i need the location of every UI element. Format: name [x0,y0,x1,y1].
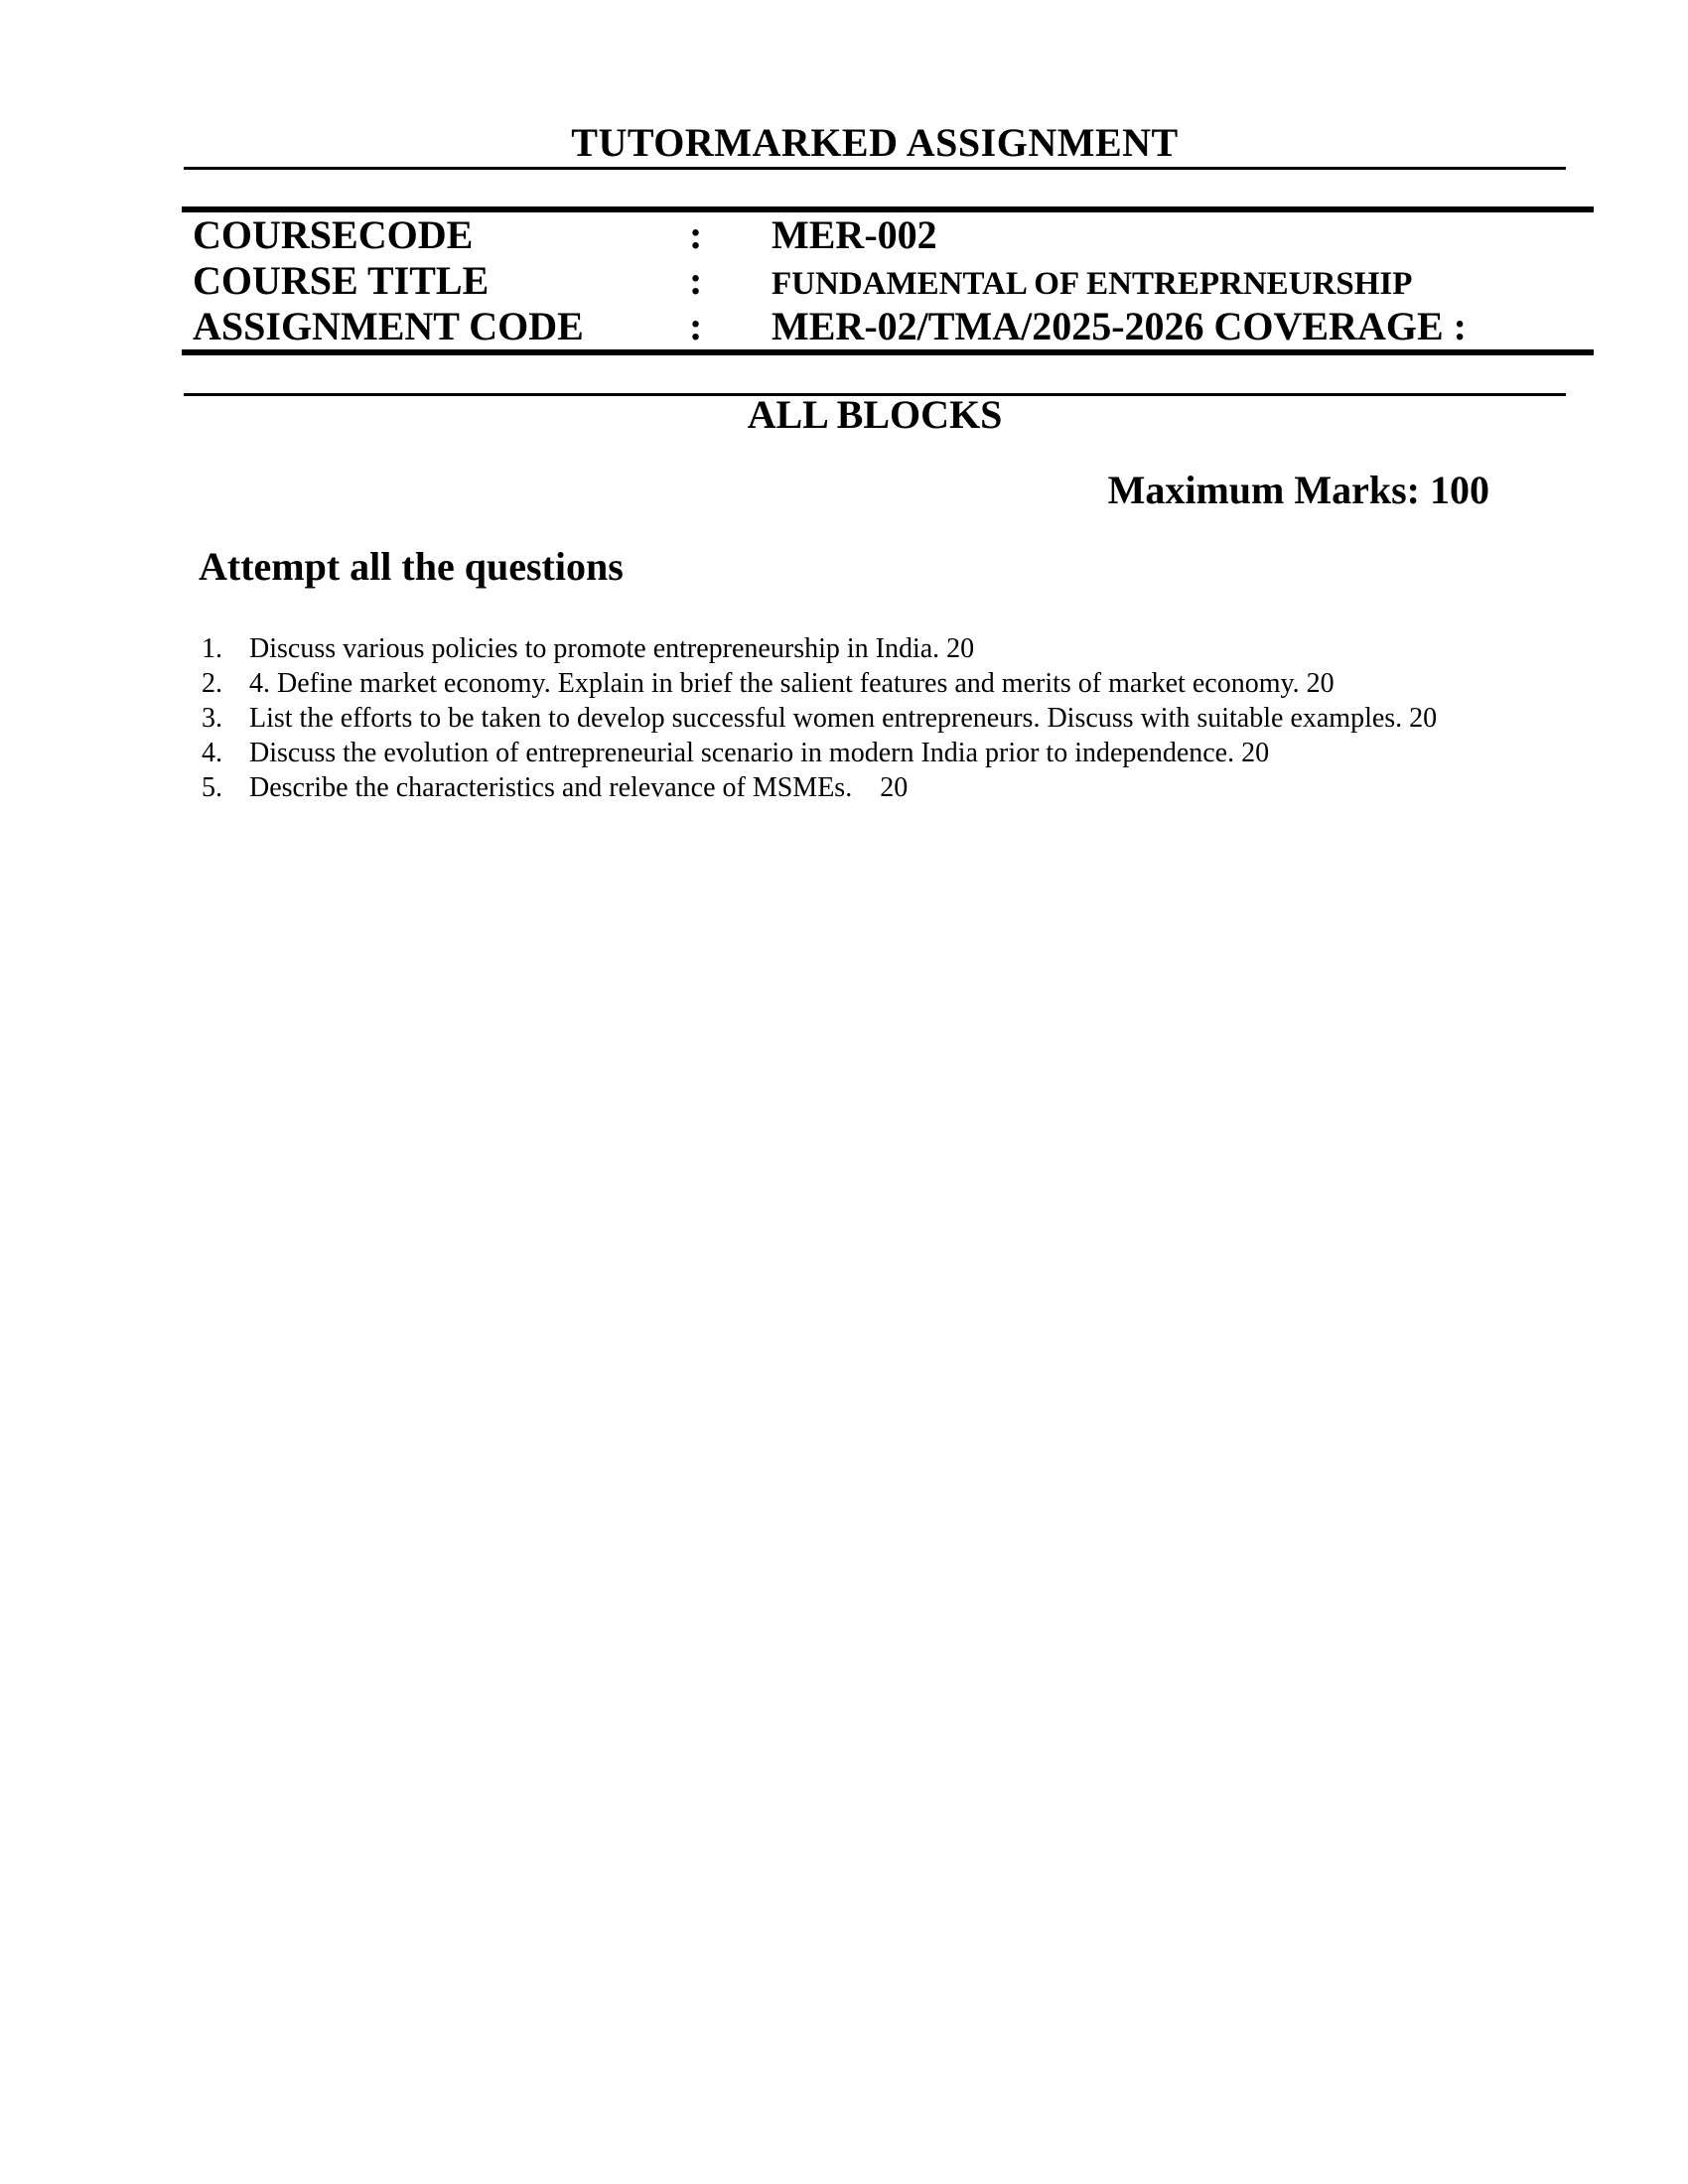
instruction-heading: Attempt all the questions [199,544,624,589]
top-thin-rule [184,167,1566,170]
course-title-separator: : [689,258,703,303]
question-text: Discuss the evolution of entrepreneurial scenario in modern India prior to independence. 20 [249,738,1270,768]
header-row-course-title [193,258,1412,307]
question-item-5 [202,770,1592,805]
question-number: 4. [202,738,222,768]
question-text: Discuss various policies to promote entrepreneurship in India. 20 [249,633,975,664]
question-text: Describe the characteristics and relevance of MSMEs. 20 [249,772,909,803]
maximum-marks-label: Maximum Marks: 100 [1107,468,1489,512]
section-title: ALL BLOCKS [747,392,1003,437]
course-code-separator: : [689,212,703,257]
question-list [202,631,1592,805]
assignment-code-label: ASSIGNMENT CODE [193,304,584,348]
course-title-value: FUNDAMENTAL OF ENTREPRNEURSHIP [772,266,1413,302]
document-title: TUTORMARKED ASSIGNMENT [571,120,1179,165]
question-item-2 [202,666,1592,701]
assignment-code-value: MER-02/TMA/2025-2026 COVERAGE : [772,304,1467,348]
header-row-course-code [193,212,937,258]
assignment-code-separator: : [689,304,703,348]
question-number: 3. [202,703,222,734]
course-code-label: COURSECODE [193,212,474,257]
question-number: 1. [202,633,222,664]
course-title-label: COURSE TITLE [193,258,490,303]
question-item-1 [202,631,1592,666]
question-item-3 [202,701,1592,736]
question-text: List the efforts to be taken to develop successful women entrepreneurs. Discuss with suitable examples. 20 [249,703,1438,734]
header-bottom-thick-rule [182,349,1594,355]
header-row-assignment-code [193,304,1467,349]
question-text: 4. Define market economy. Explain in brief the salient features and merits of market economy. 20 [249,668,1335,699]
question-number: 2. [202,668,222,699]
question-number: 5. [202,772,222,803]
course-code-value: MER-002 [772,212,937,257]
question-item-4 [202,736,1592,770]
